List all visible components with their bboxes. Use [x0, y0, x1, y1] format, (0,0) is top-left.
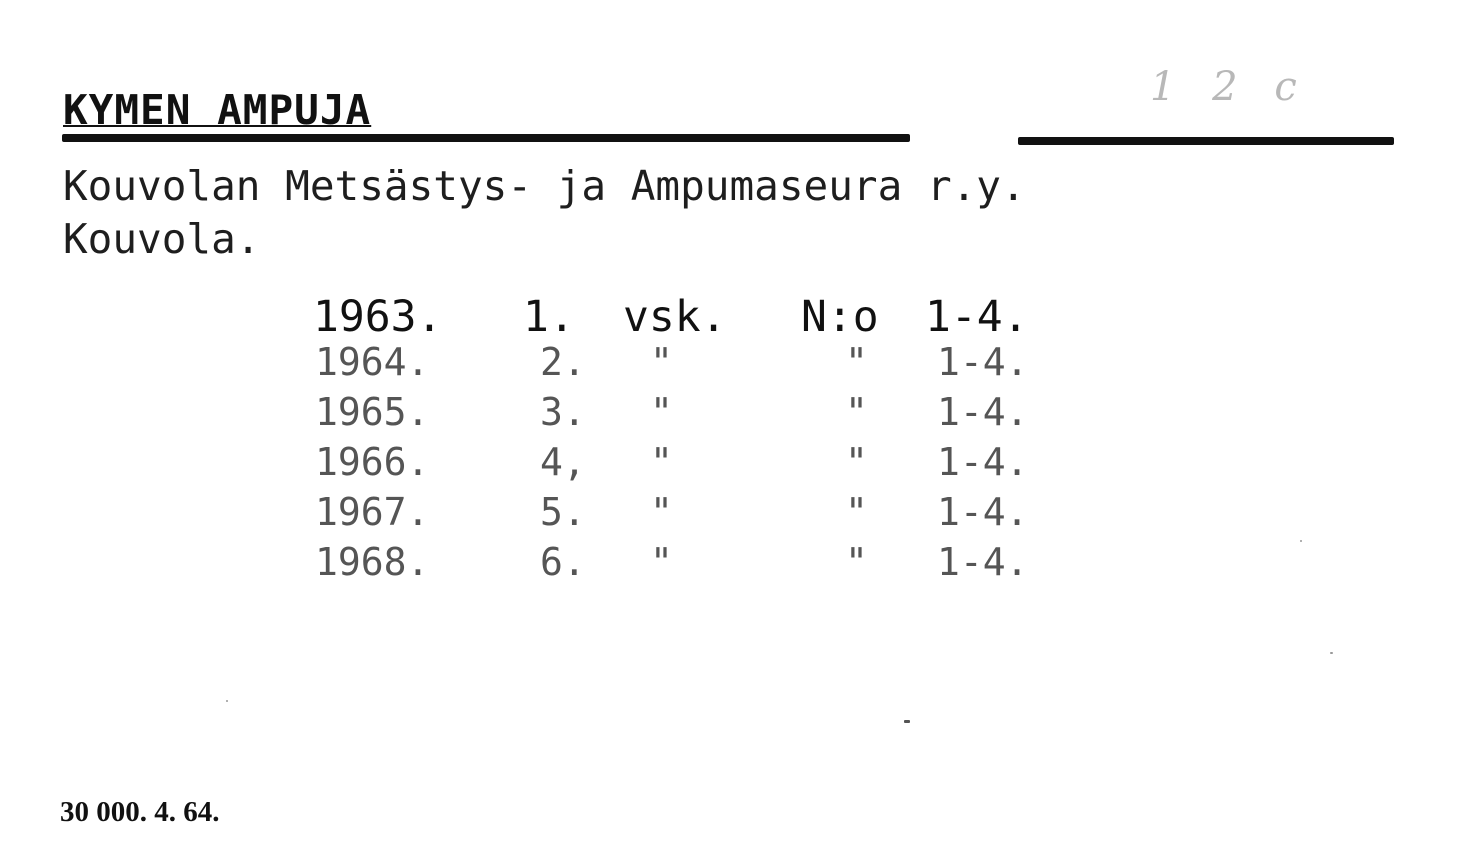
ink-speck: [1330, 652, 1333, 654]
holdings-vsk: ": [650, 490, 673, 534]
holdings-year: 1963.: [313, 292, 443, 342]
holdings-volume: 1.: [523, 292, 575, 342]
holdings-volume: 5.: [540, 490, 586, 534]
holdings-year: 1968.: [315, 540, 430, 584]
holdings-vsk: ": [650, 440, 673, 484]
holdings-year: 1965.: [315, 390, 430, 434]
ink-speck: [904, 720, 910, 723]
card-title: KYMEN AMPUJA: [63, 86, 372, 134]
holdings-issues: 1-4.: [937, 440, 1029, 484]
holdings-number-label: ": [845, 490, 868, 534]
place-line: Kouvola.: [63, 215, 261, 263]
ink-speck: [1300, 540, 1302, 542]
holdings-number-label: ": [845, 440, 868, 484]
holdings-year: 1966.: [315, 440, 430, 484]
holdings-volume: 6.: [540, 540, 586, 584]
shelfmark-note: 1 2 c: [1150, 64, 1309, 110]
title-rule: [62, 134, 910, 142]
ink-speck: [226, 700, 228, 702]
publisher-line: Kouvolan Metsästys- ja Ampumaseura r.y.: [63, 162, 1026, 210]
holdings-issues: 1-4.: [937, 340, 1029, 384]
holdings-issues: 1-4.: [937, 390, 1029, 434]
holdings-vsk: ": [650, 390, 673, 434]
holdings-vsk: ": [650, 340, 673, 384]
holdings-vsk: ": [650, 540, 673, 584]
holdings-number-label: ": [845, 540, 868, 584]
holdings-issues: 1-4.: [937, 540, 1029, 584]
holdings-number-label: ": [845, 390, 868, 434]
shelfmark-rule: [1018, 137, 1394, 145]
holdings-issues: 1-4.: [925, 292, 1029, 342]
holdings-year: 1964.: [315, 340, 430, 384]
holdings-number-label: N:o: [801, 292, 879, 342]
holdings-volume: 3.: [540, 390, 586, 434]
holdings-number-label: ": [845, 340, 868, 384]
printer-note: 30 000. 4. 64.: [60, 796, 220, 828]
holdings-volume: 4,: [540, 440, 586, 484]
holdings-issues: 1-4.: [937, 490, 1029, 534]
holdings-volume: 2.: [540, 340, 586, 384]
holdings-vsk: vsk.: [623, 292, 727, 342]
holdings-year: 1967.: [315, 490, 430, 534]
